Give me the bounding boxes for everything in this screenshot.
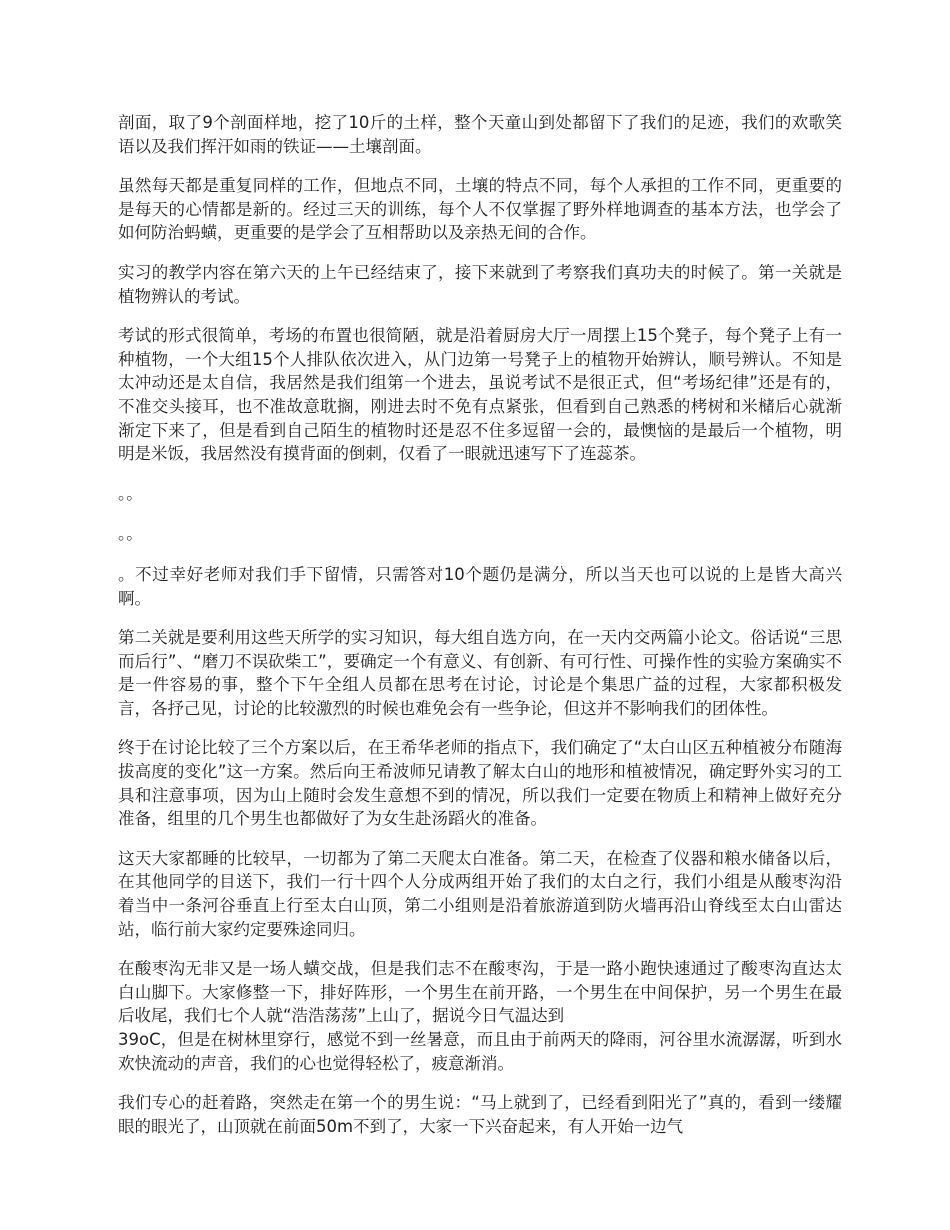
- paragraph-1: 剖面，取了9个剖面样地，挖了10斤的土样，整个天童山到处都留下了我们的足迹，我们的欢歌笑语以及我们挥汗如雨的铁证——土壤剖面。: [118, 113, 842, 156]
- paragraph-8: 第二关就是要利用这些天所学的实习知识，每大组自选方向，在一天内交两篇小论文。俗话说“三思而后行”、“磨刀不误砍柴工”，要确定一个有意义、有创新、有可行性、可操作性的实验方案确实不是一件容易的事，整个下午全组人员都在思考在讨论，讨论是个集思广益的过程，大家都积极发言，各抒己见，讨论的比较激烈的时候也难免会有一些争论，但这并不影响我们的团体性。: [118, 628, 842, 718]
- paragraph-12: 我们专心的赶着路，突然走在第一个的男生说：“马上就到了，已经看到阳光了”真的，看到一缕耀眼的眼光了，山顶就在前面50m不到了，大家一下兴奋起来，有人开始一边气: [118, 1093, 842, 1136]
- paragraph-11: 在酸枣沟无非又是一场人蟥交战，但是我们志不在酸枣沟，于是一路小跑快速通过了酸枣沟直达太白山脚下。大家修整一下，排好阵形，一个男生在前开路，一个男生在中间保护，另一个男生在最后收尾，我们七个人就“浩浩荡荡”上山了，据说今日气温达到 39oC，但是在树林里穿行，感觉不到一丝暑意，而且由于前两天的降雨，河谷里水流潺潺，听到水欢快流动的声音，我们的心也觉得轻松了，疲意渐消。: [118, 959, 842, 1073]
- paragraph-10: 这天大家都睡的比较早，一切都为了第二天爬太白准备。第二天，在检查了仪器和粮水储备以后，在其他同学的目送下，我们一行十四个人分成两组开始了我们的太白之行，我们小组是从酸枣沟沿着当中一条河谷垂直上行至太白山顶，第二小组则是沿着旅游道到防火墙再沿山脊线至太白山雷达站，临行前大家约定要殊途同归。: [118, 848, 842, 939]
- paragraph-2: 虽然每天都是重复同样的工作，但地点不同，土壤的特点不同，每个人承担的工作不同，更重要的是每天的心情都是新的。经过三天的训练，每个人不仅掌握了野外样地调查的基本方法，也学会了如何防治蚂蟥，更重要的是学会了互相帮助以及亲热无间的合作。: [118, 176, 842, 243]
- paragraph-9: 终于在讨论比较了三个方案以后，在王希华老师的指点下，我们确定了“太白山区五种植被分布随海拔高度的变化”这一方案。然后向王希波师兄请教了解太白山的地形和植被情况，确定野外实习的工具和注意事项，因为山上随时会发生意想不到的情况，所以我们一定要在物质上和精神上做好充分准备，组里的几个男生也都做好了为女生赴汤蹈火的准备。: [118, 738, 842, 829]
- paragraph-3: 实习的教学内容在第六天的上午已经结束了，接下来就到了考察我们真功夫的时候了。第一关就是植物辨认的考试。: [118, 262, 842, 306]
- paragraph-5: 。。: [118, 483, 143, 503]
- paragraph-6: 。。: [118, 524, 143, 544]
- paragraph-4: 考试的形式很简单，考场的布置也很简陋，就是沿着厨房大厅一周摆上15个凳子，每个凳子上有一种植物，一个大组15个人排队依次进入，从门边第一号凳子上的植物开始辨认，顺号辨认。不知是太冲动还是太自信，我居然是我们组第一个进去，虽说考试不是很正式，但“考场纪律”还是有的，不准交头接耳，也不准故意耽搁，刚进去时不免有点紧张，但看到自己熟悉的栲树和米槠后心就渐渐定下来了，但是看到自己陌生的植物时还是忍不住多逗留一会的，最懊恼的是最后一个植物，明明是米饭，我居然没有摸背面的倒刺，仅看了一眼就迅速写下了连蕊茶。: [118, 326, 842, 464]
- paragraph-7: 。不过幸好老师对我们手下留情，只需答对10个题仍是满分，所以当天也可以说的上是皆大高兴啊。: [118, 564, 842, 608]
- document-body: [118, 111, 842, 1154]
